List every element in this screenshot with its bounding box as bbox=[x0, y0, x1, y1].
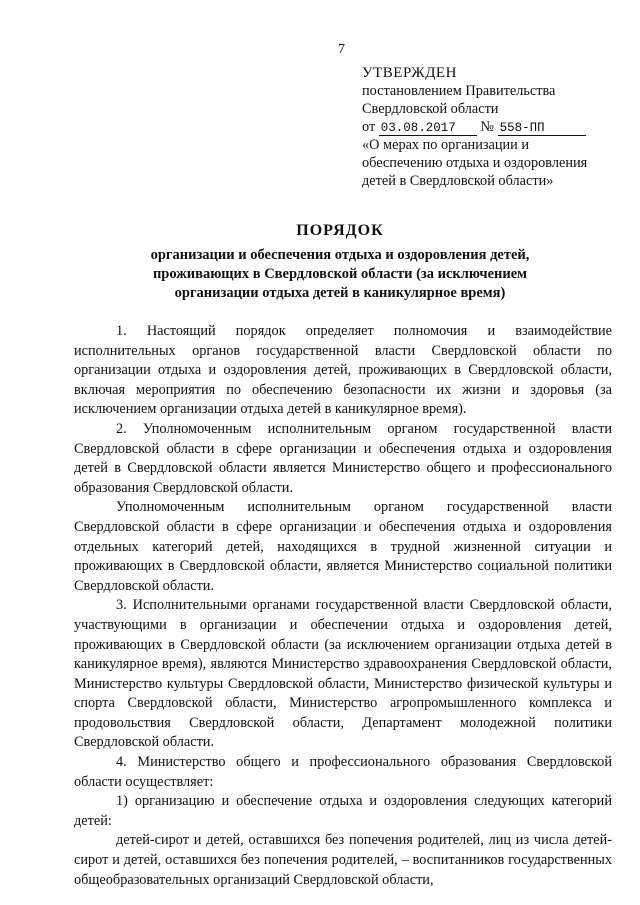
approval-line-date-number bbox=[362, 118, 632, 136]
document-subtitle-line-1: организации и обеспечения отдыха и оздоровления детей, bbox=[150, 247, 530, 263]
paragraph-2: 2. Уполномоченным исполнительным органом государственной власти Свердловской области в сфере организации и обеспечения отдыха и оздоровления детей в Свердловской области является Министерство общего и профессионального образования Свердловской области. bbox=[74, 420, 612, 496]
approval-number: 558-ПП bbox=[498, 121, 586, 136]
paragraph-3: Уполномоченным исполнительным органом государственной власти Свердловской области в сфере организации и обеспечения отдыха и оздоровления отдельных категорий детей, находящихся в трудной жизненной ситуации и проживающих в Свердловской области, является Министерство социальной политики Свердловской области. bbox=[74, 499, 612, 594]
approval-line-title-2: обеспечению отдыха и оздоровления bbox=[362, 155, 588, 171]
approval-line-decree: постановлением Правительства bbox=[362, 83, 556, 99]
date-prefix: от bbox=[362, 119, 376, 135]
document-subtitle-line-3: организации отдыха детей в каникулярное время) bbox=[174, 285, 506, 301]
approval-line-title-3: детей в Свердловской области» bbox=[362, 173, 554, 189]
number-prefix: № bbox=[480, 119, 495, 135]
paragraph-7: детей-сирот и детей, оставшихся без попечения родителей, лиц из числа детей-сирот и детей, оставшихся без попечения родителей, – воспитанников государственных общеобразовательных организаций Свердловской области, bbox=[74, 832, 612, 888]
approval-date: 03.08.2017 bbox=[379, 121, 477, 136]
document-title: ПОРЯДОК bbox=[296, 222, 384, 239]
paragraph-1: 1. Настоящий порядок определяет полномочия и взаимодействие исполнительных органов государственной власти Свердловской области по организации отдыха и оздоровления детей, проживающих в Свердловской области, включая мероприятия по обеспечению безопасности их жизни и здоровья (за исключением организации отдыха детей в каникулярное время). bbox=[74, 323, 612, 418]
approval-stamp-block bbox=[362, 64, 632, 190]
document-body bbox=[74, 322, 612, 890]
approval-stamp-title: УТВЕРЖДЕН bbox=[362, 65, 457, 81]
approval-line-region: Свердловской области bbox=[362, 101, 499, 117]
document-title-block bbox=[60, 222, 620, 303]
paragraph-5: 4. Министерство общего и профессионального образования Свердловской области осуществляет: bbox=[74, 754, 612, 790]
page-number: 7 bbox=[338, 42, 345, 57]
approval-line-title-1: «О мерах по организации и bbox=[362, 137, 530, 153]
document-subtitle-line-2: проживающих в Свердловской области (за исключением bbox=[152, 266, 528, 282]
paragraph-4: 3. Исполнительными органами государственной власти Свердловской области, участвующими в организации и обеспечении отдыха и оздоровления детей, проживающих в Свердловской области (за исключением организации отдыха детей в каникулярное время), являются Министерство здравоохранения Свердловской области, Министерство культуры Свердловской области, Министерство физической культуры и спорта Свердловской области, Министерство агропромышленного комплекса и продовольствия Свердловской области, Департамент молодежной политики Свердловской области. bbox=[74, 597, 612, 751]
paragraph-6: 1) организацию и обеспечение отдыха и оздоровления следующих категорий детей: bbox=[74, 793, 612, 829]
